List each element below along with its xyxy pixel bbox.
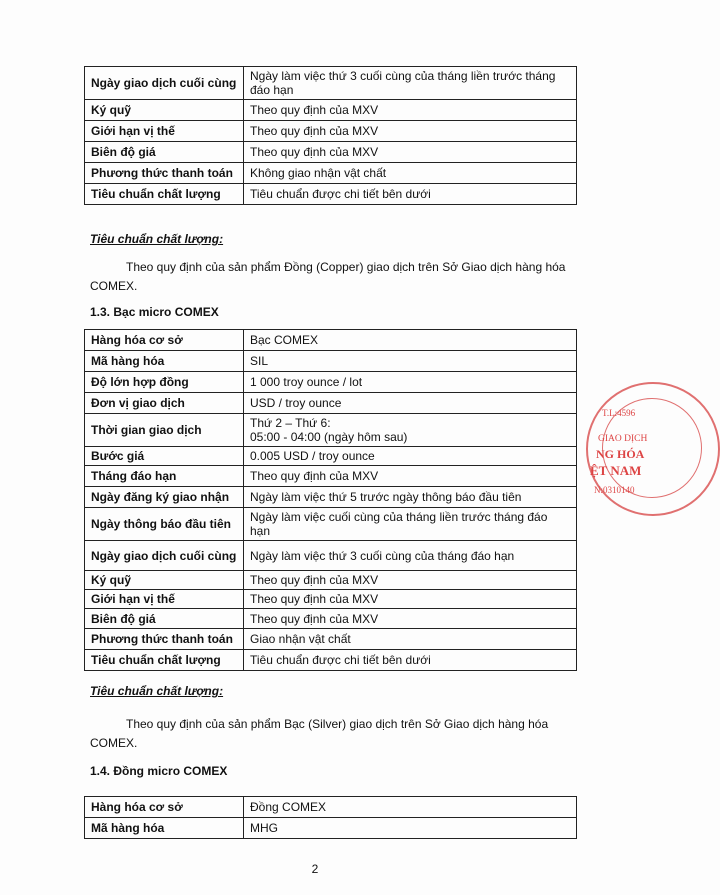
row-value: Theo quy định của MXV: [244, 590, 577, 609]
quality-heading-2: Tiêu chuẩn chất lượng:: [90, 684, 224, 698]
stamp-seal: [586, 382, 720, 516]
row-key: Mã hàng hóa: [85, 818, 244, 839]
row-key: Đơn vị giao dịch: [85, 393, 244, 414]
row-key: Tiêu chuẩn chất lượng: [85, 650, 244, 671]
row-key: Hàng hóa cơ sở: [85, 330, 244, 351]
row-value: Bạc COMEX: [244, 330, 577, 351]
stamp-line: N:0310140: [594, 485, 635, 495]
row-key: Giới hạn vị thế: [85, 121, 244, 142]
row-key: Tháng đáo hạn: [85, 466, 244, 487]
table-row: [85, 650, 577, 671]
table-row: [85, 100, 577, 121]
row-key: Biên độ giá: [85, 609, 244, 629]
row-key: Độ lớn hợp đồng: [85, 372, 244, 393]
row-value: 1 000 troy ounce / lot: [244, 372, 577, 393]
row-key: Phương thức thanh toán: [85, 629, 244, 650]
row-key: Ngày giao dịch cuối cùng: [85, 541, 244, 571]
table-row: [85, 508, 577, 541]
table-row: [85, 609, 577, 629]
row-value: Ngày làm việc thứ 3 cuối cùng của tháng đáo hạn: [244, 541, 577, 571]
table-row: [85, 121, 577, 142]
quality-text-2: Theo quy định của sản phẩm Bạc (Silver) giao dịch trên Sở Giao dịch hàng hóa COMEX.: [90, 717, 549, 750]
row-value: Theo quy định của MXV: [244, 466, 577, 487]
section-heading-copper: 1.4. Đồng micro COMEX: [90, 764, 228, 778]
table-row: [85, 163, 577, 184]
row-value: Không giao nhận vật chất: [244, 163, 577, 184]
row-key: Ngày giao dịch cuối cùng: [85, 67, 244, 100]
row-key: Ký quỹ: [85, 100, 244, 121]
row-value: Tiêu chuẩn được chi tiết bên dưới: [244, 650, 577, 671]
row-key: Ngày đăng ký giao nhận: [85, 487, 244, 508]
table-row: [85, 184, 577, 205]
table-row: [85, 797, 577, 818]
table-row: [85, 487, 577, 508]
table-row: [85, 571, 577, 590]
quality-text-1: Theo quy định của sản phẩm Đồng (Copper) giao dịch trên Sở Giao dịch hàng hóa COMEX.: [90, 260, 566, 293]
row-key: Ký quỹ: [85, 571, 244, 590]
table-row: [85, 466, 577, 487]
stamp-line: NG HÓA: [596, 447, 645, 461]
row-value: Đồng COMEX: [244, 797, 577, 818]
row-value: Ngày làm việc thứ 3 cuối cùng của tháng liền trước tháng đáo hạn: [244, 67, 577, 100]
row-key: Tiêu chuẩn chất lượng: [85, 184, 244, 205]
row-value: MHG: [244, 818, 577, 839]
row-value: Giao nhận vật chất: [244, 629, 577, 650]
stamp-line: T.L:4596: [602, 408, 636, 418]
row-key: Bước giá: [85, 447, 244, 466]
row-key: Mã hàng hóa: [85, 351, 244, 372]
table-row: [85, 351, 577, 372]
table-row: [85, 629, 577, 650]
row-value: Tiêu chuẩn được chi tiết bên dưới: [244, 184, 577, 205]
row-value: Theo quy định của MXV: [244, 121, 577, 142]
row-value: Ngày làm việc thứ 5 trước ngày thông báo đầu tiên: [244, 487, 577, 508]
table-row: [85, 590, 577, 609]
row-value: USD / troy ounce: [244, 393, 577, 414]
row-key: Ngày thông báo đầu tiên: [85, 508, 244, 541]
row-value: Theo quy định của MXV: [244, 100, 577, 121]
row-value: Theo quy định của MXV: [244, 571, 577, 590]
table-row: [85, 393, 577, 414]
table-row: [85, 414, 577, 447]
row-key: Biên độ giá: [85, 142, 244, 163]
row-key: Giới hạn vị thế: [85, 590, 244, 609]
table-row: [85, 818, 577, 839]
stamp-line: GIAO DỊCH: [598, 434, 648, 444]
table-top: [84, 66, 577, 205]
row-value: SIL: [244, 351, 577, 372]
row-key: Thời gian giao dịch: [85, 414, 244, 447]
row-value: Thứ 2 – Thứ 6: 05:00 - 04:00 (ngày hôm sau): [244, 414, 577, 447]
table-row: [85, 330, 577, 351]
quality-heading-1: Tiêu chuẩn chất lượng:: [90, 232, 224, 246]
table-copper: [84, 796, 577, 839]
table-silver: [84, 329, 577, 671]
row-value: Theo quy định của MXV: [244, 142, 577, 163]
row-value: Ngày làm việc cuối cùng của tháng liền trước tháng đáo hạn: [244, 508, 577, 541]
page-number: 2: [311, 862, 319, 876]
table-row: [85, 447, 577, 466]
table-row: [85, 67, 577, 100]
table-row: [85, 372, 577, 393]
row-value: Theo quy định của MXV: [244, 609, 577, 629]
table-row: [85, 142, 577, 163]
row-key: Hàng hóa cơ sở: [85, 797, 244, 818]
section-heading-silver: 1.3. Bạc micro COMEX: [90, 305, 219, 319]
stamp-line: ỆT NAM: [590, 463, 642, 478]
table-row: [85, 541, 577, 571]
row-value: 0.005 USD / troy ounce: [244, 447, 577, 466]
row-key: Phương thức thanh toán: [85, 163, 244, 184]
